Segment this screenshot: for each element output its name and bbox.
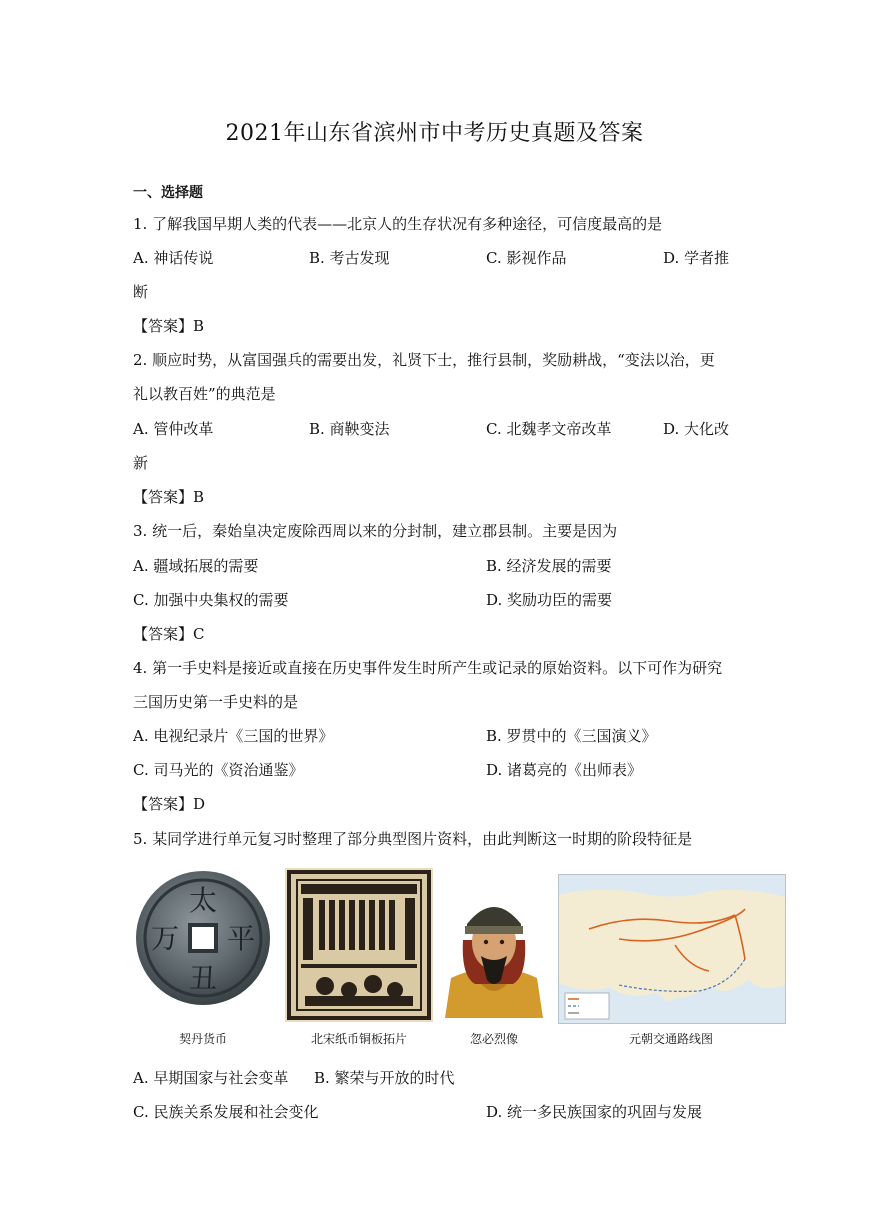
caption-paper-money: 北宋纸币铜板拓片 [310,1032,407,1046]
question-4-stem-cont: 三国历史第一手史料的是 [133,693,299,711]
q3-option-a: A. 疆域拓展的需要 [133,557,259,575]
caption-khitan-coin: 契丹货币 [178,1032,227,1046]
question-2-stem-cont: 礼以教百姓”的典范是 [133,385,276,403]
question-2-stem: 2. 顺应时势，从富国强兵的需要出发，礼贤下士，推行县制，奖励耕战，“变法以治，更 [133,351,715,369]
caption-kublai-portrait: 忽必烈像 [469,1032,518,1046]
q3-option-c: C. 加强中央集权的需要 [133,591,289,609]
q5-option-d: D. 统一多民族国家的巩固与发展 [486,1103,703,1121]
q4-option-a: A. 电视纪录片《三国的世界》 [133,727,334,745]
q1-option-c: C. 影视作品 [486,249,567,267]
q5-option-c: C. 民族关系发展和社会变化 [133,1103,319,1121]
song-paper-money-image [285,868,433,1022]
question-4-stem: 4. 第一手史料是接近或直接在历史事件发生时所产生或记录的原始资料。以下可作为研究 [133,659,723,677]
kublai-portrait-image [441,880,547,1018]
yuan-transport-map-image [558,874,786,1024]
coin-char-top: 太 [188,884,218,917]
q3-option-d: D. 奖励功臣的需要 [486,591,613,609]
coin-char-right: 平 [226,922,256,955]
question-5-stem: 5. 某同学进行单元复习时整理了部分典型图片资料，由此判断这一时期的阶段特征是 [133,830,693,848]
q2-option-d: D. 大化改 [663,420,730,438]
q1-option-d-wrap: 断 [133,283,149,301]
coin-char-left: 万 [150,922,180,955]
section-heading: 一、选择题 [133,185,203,201]
q5-option-b: B. 繁荣与开放的时代 [314,1069,455,1087]
q4-answer: 【答案】D [133,795,206,813]
q2-option-a: A. 管仲改革 [133,420,214,438]
q4-option-d: D. 诸葛亮的《出师表》 [486,761,643,779]
question-1-stem: 1. 了解我国早期人类的代表——北京人的生存状况有多种途径，可信度最高的是 [133,215,663,233]
q2-option-b: B. 商鞅变法 [309,420,390,438]
question-3-stem: 3. 统一后，秦始皇决定废除西周以来的分封制，建立郡县制。主要是因为 [133,522,618,540]
khitan-coin-image [133,868,273,1008]
q1-answer: 【答案】B [133,317,205,335]
q2-option-d-wrap: 新 [133,454,149,472]
q3-option-b: B. 经济发展的需要 [486,557,612,575]
q3-answer: 【答案】C [133,625,205,643]
q2-option-c: C. 北魏孝文帝改革 [486,420,612,438]
coin-char-bottom: 丑 [188,962,218,995]
q1-option-b: B. 考古发现 [309,249,390,267]
caption-yuan-map: 元朝交通路线图 [628,1032,713,1046]
q1-option-d: D. 学者推 [663,249,730,267]
q4-option-b: B. 罗贯中的《三国演义》 [486,727,657,745]
q5-option-a: A. 早期国家与社会变革 [133,1069,289,1087]
q2-answer: 【答案】B [133,488,205,506]
page-title: 2021年山东省滨州市中考历史真题及答案 [225,121,644,146]
q1-option-a: A. 神话传说 [133,249,214,267]
q4-option-c: C. 司马光的《资治通鉴》 [133,761,304,779]
